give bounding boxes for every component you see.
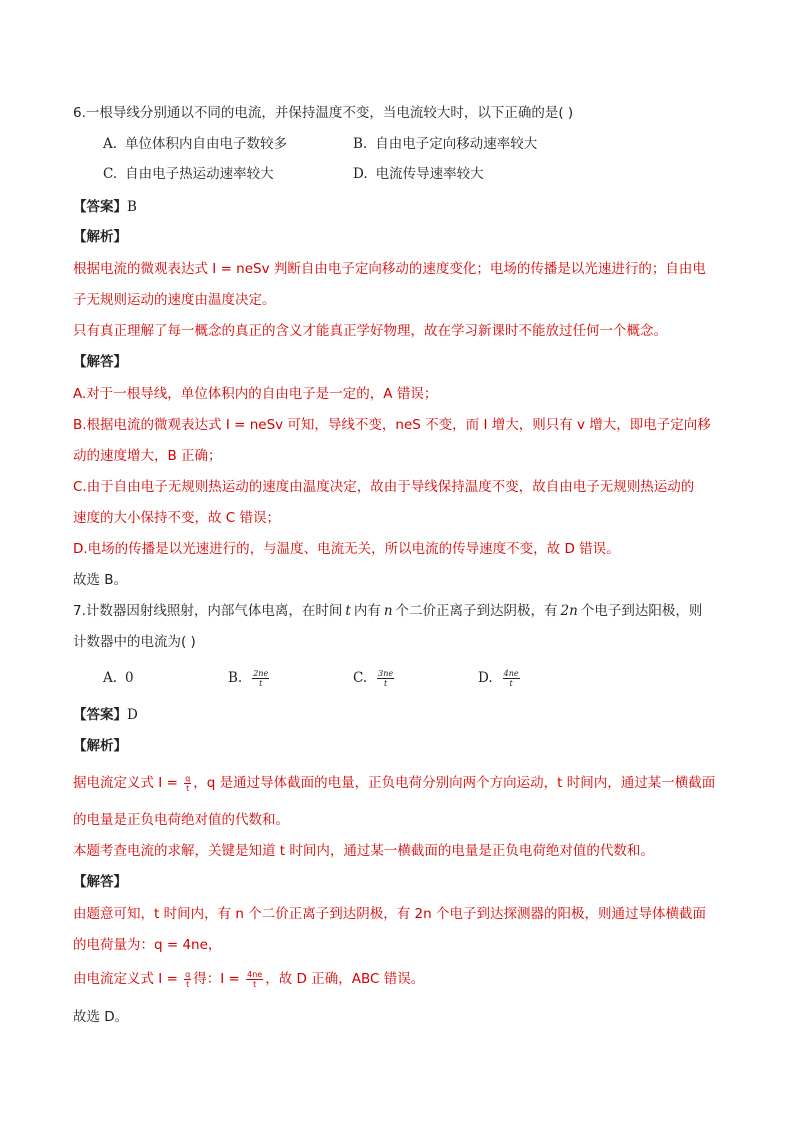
q6-option-d-text: 电流传导速率较大 [375, 166, 484, 182]
q7-stem-c: 个二价正离子到达阴极，有 [395, 603, 558, 619]
q7-solution-tag: 【解答】 [73, 874, 127, 890]
q7-option-c-letter: C. [353, 670, 368, 686]
q7-answer-value: D [127, 707, 138, 723]
q7-stem-a: 7.计数器因射线照射，内部气体电离，在时间 [73, 603, 343, 619]
q7-option-d-denominator: t [509, 678, 513, 688]
q6-option-a-text: 单位体积内自由电子数较多 [125, 136, 288, 152]
q7-answer-line [73, 705, 138, 725]
q7-stem-line-1 [73, 601, 702, 621]
q7-option-d-letter: D. [478, 670, 493, 686]
q7-stem-2n: 2n [560, 603, 578, 619]
q6-option-a-letter: A. [103, 136, 118, 152]
q6-solution-tag: 【解答】 [73, 354, 127, 370]
q7-option-d [478, 668, 522, 688]
q7-analysis-denominator: t [186, 783, 190, 793]
q7-solution-fraction-1 [184, 970, 191, 989]
q6-analysis-tag: 【解析】 [73, 229, 127, 245]
q7-option-a [103, 668, 134, 688]
q7-analysis-fraction [184, 774, 191, 793]
q7-solution-l3-a: 由电流定义式 I = [73, 971, 183, 987]
q7-solution-l3-c: ，故 D 正确，ABC 错误。 [265, 971, 425, 987]
q6-option-b [353, 134, 537, 154]
q6-option-c-text: 自由电子热运动速率较大 [125, 166, 274, 182]
q7-option-d-fraction [503, 669, 520, 688]
q6-stem: 6.一根导线分别通以不同的电流，并保持温度不变，当电流较大时，以下正确的是( ) [73, 105, 574, 121]
q6-solution-line-4: C.由于自由电子无规则热运动的速度由温度决定，故由于导线保持温度不变，故自由电子无规则热运动的 [73, 479, 695, 495]
q7-stem-t: t [345, 603, 351, 619]
q6-option-c [103, 164, 274, 184]
q6-option-d-letter: D. [353, 166, 368, 182]
q7-solution-line-2: 的电荷量为：q = 4ne， [73, 937, 222, 953]
q7-option-c [353, 668, 396, 688]
q7-analysis-l1-a: 据电流定义式 I = [73, 775, 183, 791]
q7-option-c-denominator: t [384, 678, 388, 688]
q6-option-b-letter: B. [353, 136, 368, 152]
q6-solution-line-3: 动的速度增大，B 正确； [73, 448, 222, 464]
q7-option-b [228, 668, 271, 688]
q7-analysis-line-1 [73, 773, 715, 793]
q6-analysis-line-3: 只有真正理解了每一概念的真正的含义才能真正学好物理，故在学习新课时不能放过任何一个概念。 [73, 323, 667, 339]
q6-analysis-line-1: 根据电流的微观表达式 I = neSv 判断自由电子定向移动的速度变化；电场的传播是以光速进行的；自由电 [73, 261, 706, 277]
q6-option-a [103, 134, 287, 154]
q7-stem-b: 内有 [353, 603, 381, 619]
q7-option-a-value: 0 [125, 670, 134, 686]
q7-solution-denominator-1: t [186, 979, 190, 989]
q6-answer-line [73, 197, 137, 217]
q6-solution-line-2: B.根据电流的微观表达式 I = neSv 可知，导线不变，neS 不变，而 I 增大，则只有 v 增大，即电子定向移 [73, 417, 711, 433]
q6-option-d [353, 164, 484, 184]
q6-analysis-line-2: 子无规则运动的速度由温度决定。 [73, 292, 276, 308]
q7-solution-denominator-2: t [253, 979, 257, 989]
q7-analysis-line-3: 本题考查电流的求解，关键是知道 t 时间内，通过某一横截面的电量是正负电荷绝对值的代数和。 [73, 843, 654, 859]
q7-option-b-numerator: 2ne [253, 668, 269, 678]
q7-answer-tag: 【答案】 [73, 707, 127, 723]
q6-option-c-letter: C. [103, 166, 118, 182]
q7-option-d-numerator: 4ne [503, 668, 519, 678]
q7-stem-n: n [383, 603, 393, 619]
q7-analysis-line-2: 的电量是正负电荷绝对值的代数和。 [73, 812, 289, 828]
q6-solution-line-1: A.对于一根导线，单位体积内的自由电子是一定的，A 错误； [73, 386, 438, 402]
q6-option-b-text: 自由电子定向移动速率较大 [375, 136, 538, 152]
q7-stem-line-2: 计数器中的电流为( ) [73, 634, 196, 650]
q7-solution-numerator-1: q [185, 969, 191, 979]
q7-solution-line-1: 由题意可知，t 时间内，有 n 个二价正离子到达阴极，有 2n 个电子到达探测器的阳极，则通过导体横截面 [73, 906, 706, 922]
q6-answer-value: B [127, 199, 137, 215]
q7-conclusion: 故选 D。 [73, 1009, 129, 1025]
q7-option-b-letter: B. [228, 670, 243, 686]
q7-analysis-numerator: q [185, 773, 191, 783]
q7-option-b-fraction [252, 669, 269, 688]
q7-option-b-denominator: t [259, 678, 263, 688]
q7-solution-line-3 [73, 969, 424, 989]
q6-conclusion: 故选 B。 [73, 572, 128, 588]
q7-option-c-fraction [377, 669, 394, 688]
q7-analysis-l1-b: ，q 是通过导体截面的电量，正负电荷分别向两个方向运动，t 时间内，通过某一横截面 [193, 775, 716, 791]
q6-solution-line-6: D.电场的传播是以光速进行的，与温度、电流无关，所以电流的传导速度不变，故 D 错误。 [73, 541, 620, 557]
q6-solution-line-5: 速度的大小保持不变，故 C 错误； [73, 510, 281, 526]
q7-solution-numerator-2: 4ne [247, 969, 263, 979]
q7-solution-fraction-2 [246, 970, 263, 989]
q7-analysis-tag: 【解析】 [73, 738, 127, 754]
q7-option-a-letter: A. [103, 670, 118, 686]
q7-option-c-numerator: 3ne [378, 668, 394, 678]
q7-stem-d: 个电子到达阳极，则 [580, 603, 703, 619]
q7-solution-l3-b: 得：I = [193, 971, 245, 987]
q6-answer-tag: 【答案】 [73, 199, 127, 215]
